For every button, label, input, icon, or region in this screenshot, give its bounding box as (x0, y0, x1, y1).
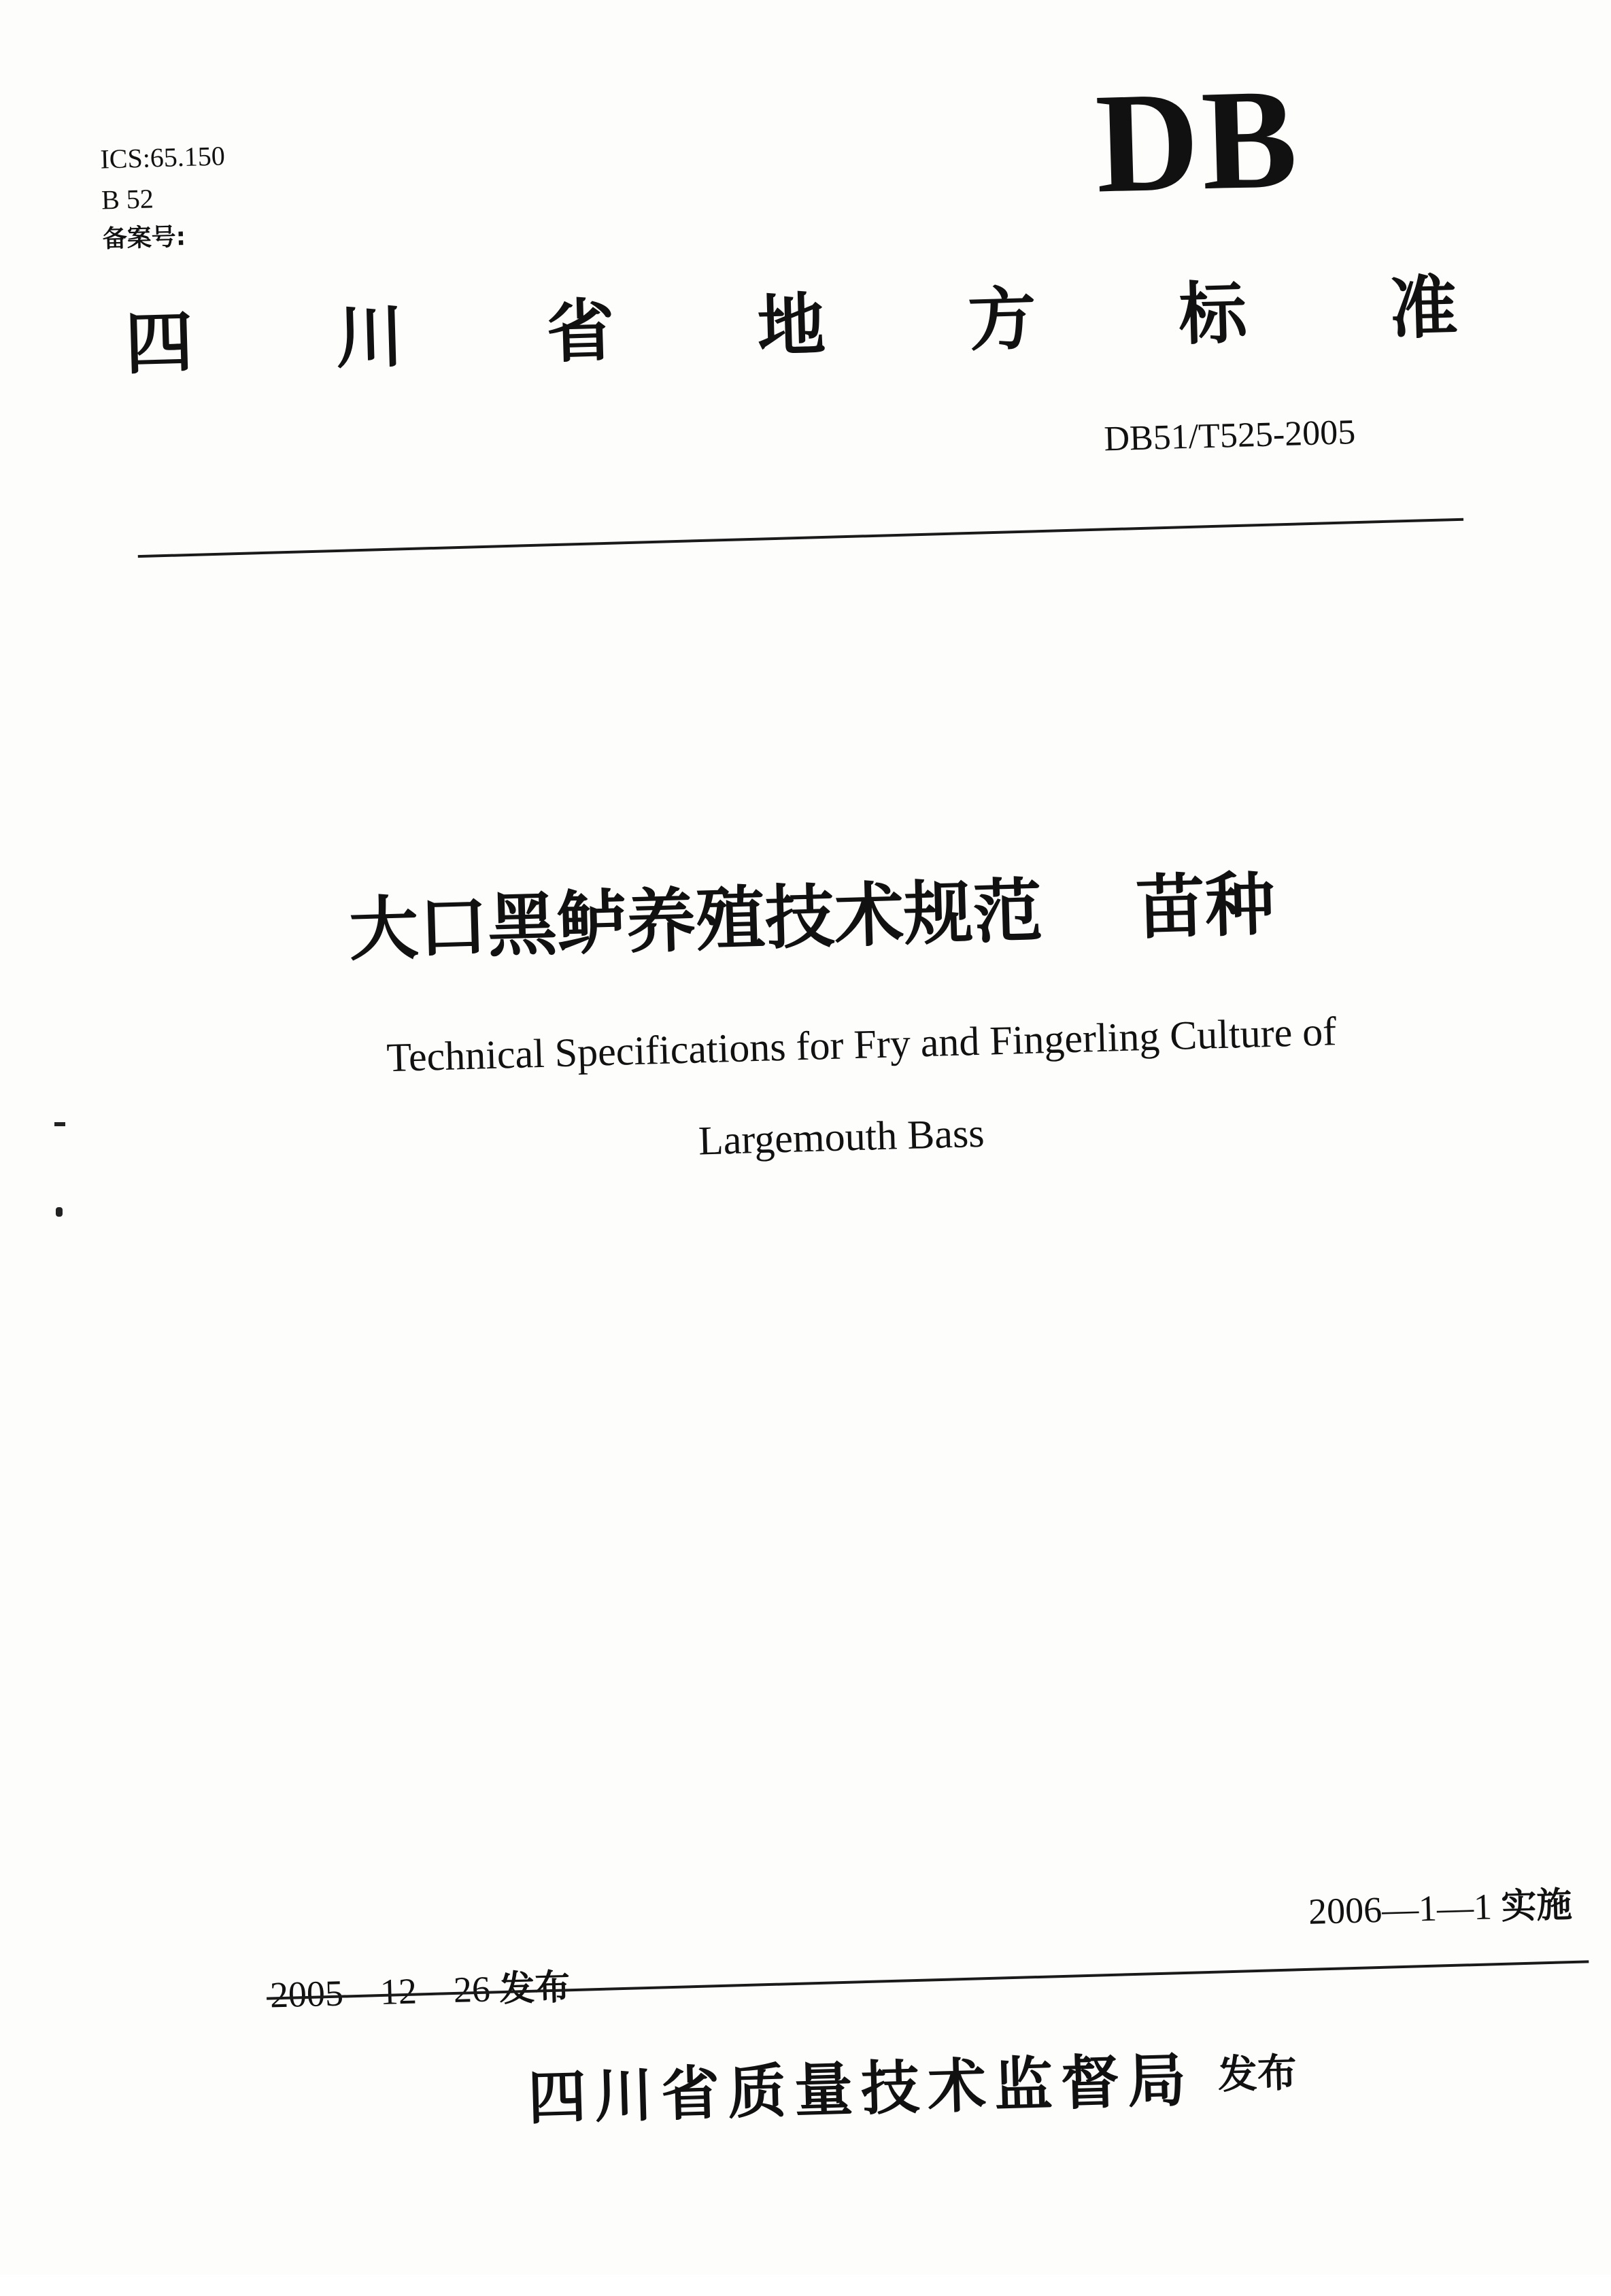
ics-code: ICS:65.150 (99, 140, 226, 175)
issuer-action: 发布 (1217, 2049, 1298, 2098)
effective-date (1308, 1876, 1572, 1934)
issue-date (269, 1958, 571, 2017)
document-title-english-line1: Technical Specifications for Fry and Fingerling Culture of (386, 1009, 1338, 1081)
document-title-english-line2: Largemouth Bass (698, 1110, 985, 1164)
standard-title-char: 方 (966, 279, 1038, 360)
standard-type-title (124, 267, 1459, 384)
standard-title-char: 准 (1388, 267, 1459, 349)
header-divider (138, 518, 1463, 558)
classification-code: B 52 (101, 183, 154, 216)
record-number-label: 备案号: (102, 223, 186, 254)
issuing-authority (526, 2029, 1298, 2135)
effective-date-value: 2006—1—1 (1308, 1886, 1493, 1932)
effective-date-label: 实施 (1500, 1885, 1573, 1927)
document-title-chinese: 大口黑鲈养殖技术规范 苗种 (347, 864, 1276, 971)
issuer-name: 四川省质量技术监督局 (526, 2046, 1195, 2133)
standard-title-char: 地 (756, 284, 827, 367)
issue-date-value: 2005—12—26 (269, 1968, 491, 2016)
standard-title-char: 省 (545, 290, 616, 373)
issue-date-label: 发布 (498, 1967, 571, 2010)
standard-title-char: 川 (335, 297, 405, 378)
standard-number: DB51/T525-2005 (1103, 413, 1356, 459)
db-logo-mark: DB (1093, 59, 1302, 223)
standard-title-char: 四 (124, 302, 194, 384)
standard-title-char: 标 (1177, 273, 1249, 355)
